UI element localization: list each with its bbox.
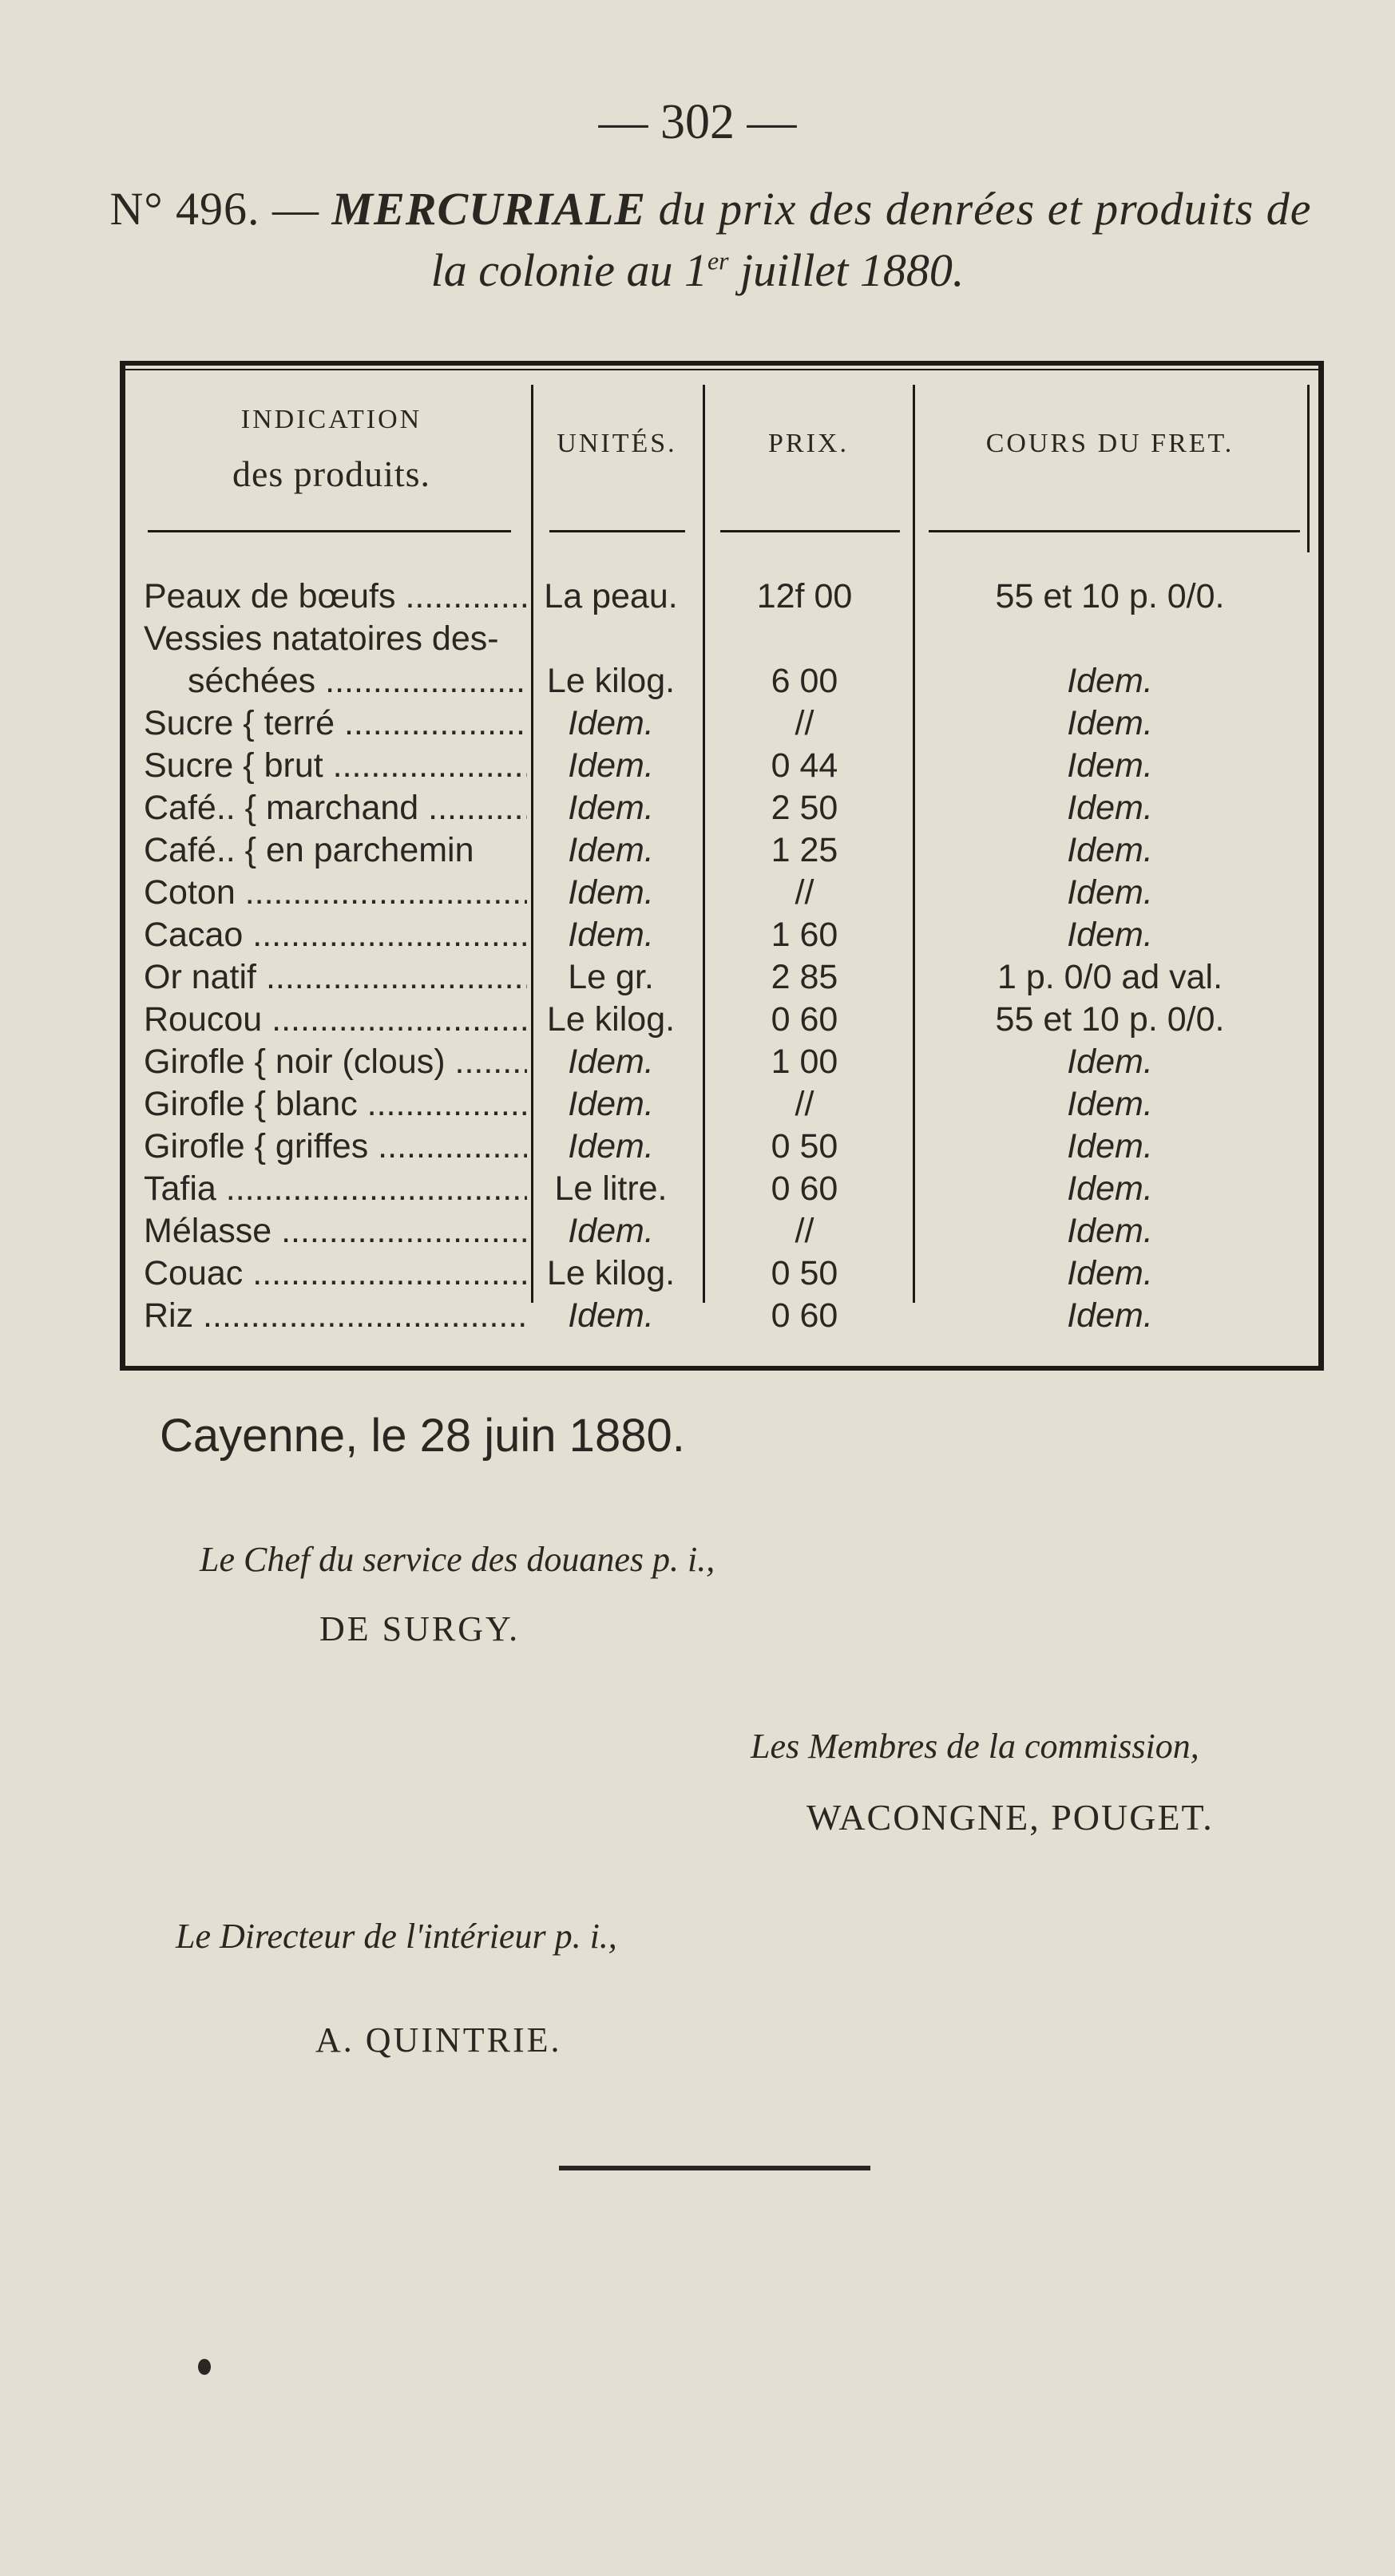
table-top-rule-thin — [120, 369, 1324, 370]
table-row — [120, 999, 1324, 1039]
unit: Idem. — [568, 704, 654, 742]
ink-spot — [198, 2359, 211, 2375]
freight: Idem. — [1067, 916, 1153, 954]
document-number: N° 496. — [109, 183, 260, 235]
unit: Idem. — [568, 873, 654, 912]
product-name: Girofle { griffes ..... — [144, 1126, 527, 1166]
product-name: Peaux de bœufs ..... — [144, 576, 527, 616]
price: 0 50 — [771, 1254, 838, 1292]
freight: Idem. — [1067, 704, 1153, 742]
freight: Idem. — [1067, 1296, 1153, 1335]
title-main: MERCURIALE — [331, 183, 647, 235]
title-line2-sup: er — [707, 247, 729, 275]
unit: Idem. — [568, 789, 654, 827]
page-number: — 302 — — [598, 95, 797, 149]
product-name: Sucre { terré ..... — [144, 703, 527, 743]
table-row — [120, 1042, 1324, 1082]
product-name: Girofle { blanc ..... — [144, 1084, 527, 1124]
unit: Idem. — [568, 916, 654, 954]
document-title — [96, 182, 1326, 235]
product-name: Café.. { en parchemin — [144, 831, 474, 869]
price: 12f 00 — [756, 577, 853, 615]
price: // — [795, 704, 814, 742]
freight: Idem. — [1067, 1254, 1153, 1292]
product-name: Couac ..... — [144, 1253, 527, 1293]
table-row — [120, 788, 1324, 828]
header-des-produits: des produits. — [232, 453, 431, 494]
product-name: Cacao ..... — [144, 915, 527, 955]
chef-title: Le Chef du service des douanes p. i., — [200, 1540, 715, 1579]
place-date: Cayenne, le 28 juin 1880. — [160, 1410, 685, 1462]
table-row — [120, 576, 1324, 616]
price: 0 60 — [771, 1169, 838, 1208]
table-row — [120, 1169, 1324, 1209]
freight: Idem. — [1067, 746, 1153, 785]
table-row — [120, 1126, 1324, 1166]
header-rule-2 — [549, 530, 685, 532]
document-title-line2 — [0, 243, 1395, 297]
table-row — [120, 1253, 1324, 1293]
freight: Idem. — [1067, 789, 1153, 827]
product-name: Sucre { brut ..... — [144, 746, 527, 785]
header-cours-du-fret: COURS DU FRET. — [985, 429, 1234, 458]
table-row — [120, 830, 1324, 870]
col-sep-4 — [1307, 385, 1310, 552]
table-row — [120, 1084, 1324, 1124]
freight: Idem. — [1067, 662, 1153, 700]
table-bottom-rule — [120, 1366, 1324, 1371]
unit: Le gr. — [568, 958, 654, 996]
price: 1 00 — [771, 1043, 838, 1081]
members-title: Les Membres de la commission, — [751, 1727, 1199, 1766]
product-name: Riz ..... — [144, 1296, 527, 1335]
header-indication: INDICATION — [240, 405, 422, 434]
product-name: Coton ..... — [144, 873, 527, 912]
header-prix: PRIX. — [768, 429, 849, 458]
product-name: Vessies natatoires des- — [144, 619, 499, 658]
table-row — [120, 619, 1324, 659]
product-name: Mélasse ..... — [144, 1211, 527, 1251]
title-line2-pre: la colonie au 1 — [430, 244, 707, 296]
title-line2-post: juillet 1880. — [740, 244, 965, 296]
unit: Idem. — [568, 1296, 654, 1335]
price: 0 60 — [771, 1000, 838, 1039]
unit: Idem. — [568, 1085, 654, 1123]
product-name: Roucou ..... — [144, 999, 527, 1039]
freight: Idem. — [1067, 1169, 1153, 1208]
product-name: Tafia ..... — [144, 1169, 527, 1209]
unit: Le litre. — [554, 1169, 668, 1208]
end-rule — [559, 2166, 870, 2170]
members-names: WACONGNE, POUGET. — [806, 1797, 1214, 1838]
freight: Idem. — [1067, 873, 1153, 912]
price: 1 60 — [771, 916, 838, 954]
chef-name: DE SURGY. — [319, 1609, 521, 1648]
unit: Idem. — [568, 746, 654, 785]
table-top-rule — [120, 361, 1324, 366]
table-row — [120, 915, 1324, 955]
freight: 55 et 10 p. 0/0. — [995, 1000, 1225, 1039]
freight: Idem. — [1067, 1127, 1153, 1165]
price: // — [795, 1085, 814, 1123]
director-title: Le Directeur de l'intérieur p. i., — [176, 1917, 617, 1956]
unit: La peau. — [544, 577, 678, 615]
freight: Idem. — [1067, 1043, 1153, 1081]
freight: Idem. — [1067, 831, 1153, 869]
price: 0 50 — [771, 1127, 838, 1165]
product-name: séchées ..... — [144, 661, 527, 701]
price-table — [120, 361, 1324, 1371]
price: 6 00 — [771, 662, 838, 700]
title-rest: du prix des denrées et produits de — [658, 183, 1312, 235]
table-row — [120, 703, 1324, 743]
price: 0 60 — [771, 1296, 838, 1335]
table-row — [120, 1296, 1324, 1335]
table-row — [120, 1211, 1324, 1251]
price: 1 25 — [771, 831, 838, 869]
header-unites: UNITÉS. — [557, 429, 677, 458]
table-row — [120, 661, 1324, 701]
unit: Idem. — [568, 1043, 654, 1081]
title-dash: — — [272, 183, 320, 235]
price: 0 44 — [771, 746, 838, 785]
product-name: Or natif ..... — [144, 957, 527, 997]
freight: 1 p. 0/0 ad val. — [997, 958, 1223, 996]
header-rule-1 — [148, 530, 511, 532]
unit: Idem. — [568, 1212, 654, 1250]
table-row — [120, 957, 1324, 997]
unit: Idem. — [568, 831, 654, 869]
table-row — [120, 873, 1324, 912]
unit: Le kilog. — [546, 662, 676, 700]
unit: Le kilog. — [546, 1254, 676, 1292]
price: // — [795, 873, 814, 912]
price: 2 50 — [771, 789, 838, 827]
unit: Le kilog. — [546, 1000, 676, 1039]
freight: Idem. — [1067, 1085, 1153, 1123]
price: // — [795, 1212, 814, 1250]
header-rule-3 — [720, 530, 900, 532]
freight: Idem. — [1067, 1212, 1153, 1250]
freight: 55 et 10 p. 0/0. — [995, 577, 1225, 615]
product-name: Girofle { noir (clous) ..... — [144, 1042, 527, 1082]
table-row — [120, 746, 1324, 785]
header-rule-4 — [929, 530, 1300, 532]
product-name: Café.. { marchand ..... — [144, 788, 527, 828]
unit: Idem. — [568, 1127, 654, 1165]
director-name: A. QUINTRIE. — [315, 2020, 562, 2060]
price: 2 85 — [771, 958, 838, 996]
